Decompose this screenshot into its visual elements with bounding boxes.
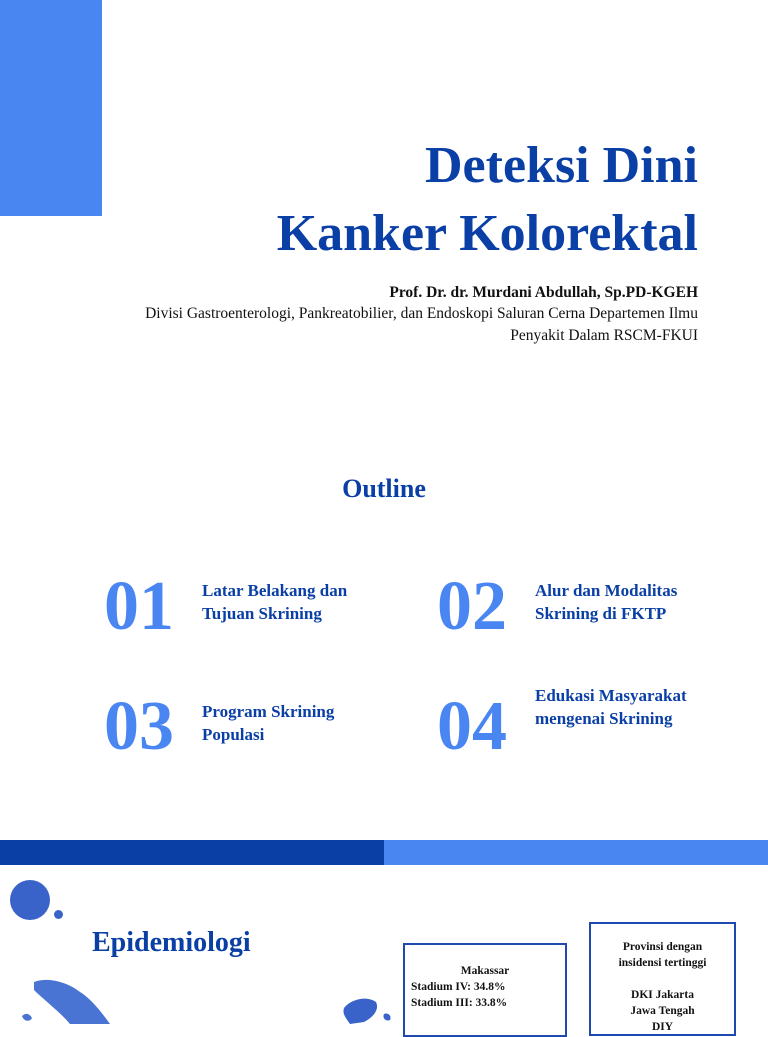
map-sulawesi — [343, 999, 377, 1024]
decorative-dot-large — [10, 880, 50, 920]
outline-number-03: 03 — [104, 688, 174, 765]
title-line-2: Kanker Kolorektal — [276, 205, 698, 262]
accent-block — [0, 0, 102, 216]
province-heading-line-1: Provinsi dengan — [622, 941, 703, 953]
decorative-dot-small — [54, 910, 63, 919]
makassar-heading: Makassar — [460, 965, 510, 977]
province-diy: DIY — [651, 1021, 674, 1033]
province-info-box — [589, 922, 736, 1036]
makassar-info-box — [403, 943, 567, 1037]
author-affiliation — [58, 303, 698, 347]
affiliation-line-2: Penyakit Dalam RSCM-FKUI — [510, 327, 698, 344]
epidemiology-heading: Epidemiologi — [92, 927, 251, 958]
divider-bar-dark — [0, 840, 384, 865]
outline-heading: Outline — [342, 474, 426, 503]
outline-item-03-line-2: Populasi — [202, 725, 265, 744]
outline-item-01-line-1: Latar Belakang dan — [202, 581, 348, 600]
outline-item-03 — [202, 700, 382, 746]
indonesia-map — [0, 960, 420, 1024]
makassar-stage-iii: Stadium III: 33.8% — [411, 997, 508, 1009]
outline-number-02: 02 — [437, 568, 507, 645]
divider-bar-light — [384, 840, 768, 865]
outline-item-02-line-2: Skrining di FKTP — [535, 604, 667, 623]
map-small-island — [383, 1013, 390, 1020]
map-sumatra — [34, 980, 110, 1024]
outline-number-04: 04 — [437, 688, 507, 765]
province-heading-line-2: insidensi tertinggi — [618, 957, 707, 969]
author-name: Prof. Dr. dr. Murdani Abdullah, Sp.PD-KGEH — [389, 284, 698, 301]
province-jawa-tengah: Jawa Tengah — [630, 1005, 695, 1017]
presentation-title — [277, 132, 698, 268]
affiliation-line-1: Divisi Gastroenterologi, Pankreatobilier, dan Endoskopi Saluran Cerna Departemen Ilmu — [145, 305, 698, 322]
outline-item-04 — [535, 684, 715, 730]
outline-number-01: 01 — [104, 568, 174, 645]
outline-item-03-line-1: Program Skrining — [202, 702, 335, 721]
makassar-stage-iv: Stadium IV: 34.8% — [411, 981, 506, 993]
outline-item-01 — [202, 579, 382, 625]
outline-item-02 — [535, 579, 715, 625]
title-line-1: Deteksi Dini — [425, 137, 698, 194]
outline-item-02-line-1: Alur dan Modalitas — [535, 581, 678, 600]
outline-item-04-line-1: Edukasi Masyarakat — [535, 686, 687, 705]
map-sumatra-tip — [22, 1014, 32, 1021]
outline-item-01-line-2: Tujuan Skrining — [202, 604, 322, 623]
outline-item-04-line-2: mengenai Skrining — [535, 709, 673, 728]
province-dki-jakarta: DKI Jakarta — [631, 989, 694, 1001]
